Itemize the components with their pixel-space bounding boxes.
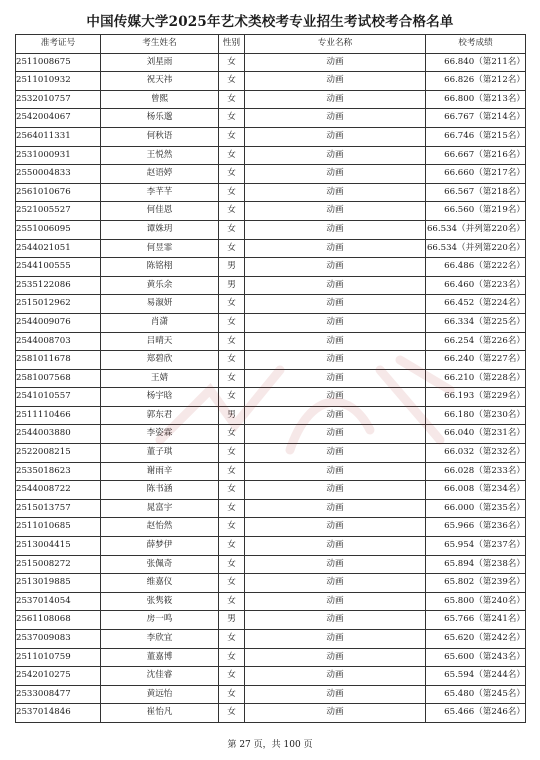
cell-student-name: 董嘉博 (101, 648, 219, 667)
table-row (16, 109, 526, 128)
cell-gender: 女 (219, 481, 245, 500)
cell-gender: 女 (219, 704, 245, 723)
cell-major: 动画 (245, 295, 426, 314)
cell-score: 66.334（第225名） (426, 313, 526, 332)
cell-gender: 女 (219, 239, 245, 258)
table-row (16, 351, 526, 370)
cell-student-name: 何佳恩 (101, 202, 219, 221)
cell-major: 动画 (245, 518, 426, 537)
cell-score: 66.180（第230名） (426, 406, 526, 425)
cell-exam-id: 2581007568 (16, 369, 101, 388)
cell-score: 66.452（第224名） (426, 295, 526, 314)
cell-student-name: 维嘉仪 (101, 574, 219, 593)
cell-student-name: 赵语婷 (101, 165, 219, 184)
cell-gender: 女 (219, 183, 245, 202)
page-title: 中国传媒大学2025年艺术类校考专业招生考试校考合格名单 (86, 14, 454, 30)
cell-gender: 女 (219, 202, 245, 221)
cell-major: 动画 (245, 127, 426, 146)
cell-student-name: 李姿霖 (101, 425, 219, 444)
cell-exam-id: 2515008272 (16, 555, 101, 574)
cell-student-name: 陈铭栩 (101, 258, 219, 277)
table-row (16, 555, 526, 574)
cell-major: 动画 (245, 369, 426, 388)
cell-student-name: 李欣宜 (101, 630, 219, 649)
cell-exam-id: 2511010932 (16, 72, 101, 91)
cell-major: 动画 (245, 648, 426, 667)
cell-major: 动画 (245, 592, 426, 611)
cell-major: 动画 (245, 313, 426, 332)
cell-gender: 男 (219, 276, 245, 295)
cell-score: 66.032（第232名） (426, 444, 526, 463)
cell-gender: 女 (219, 146, 245, 165)
table-row (16, 295, 526, 314)
table-body (16, 53, 526, 722)
cell-score: 66.840（第211名） (426, 53, 526, 72)
cell-student-name: 黄远怡 (101, 685, 219, 704)
cell-major: 动画 (245, 332, 426, 351)
cell-score: 65.480（第245名） (426, 685, 526, 704)
cell-student-name: 沈佳睿 (101, 667, 219, 686)
header-exam-id: 准考证号 (16, 35, 101, 54)
cell-major: 动画 (245, 183, 426, 202)
table-row (16, 685, 526, 704)
cell-gender: 女 (219, 220, 245, 239)
cell-major: 动画 (245, 406, 426, 425)
cell-score: 66.000（第235名） (426, 499, 526, 518)
cell-major: 动画 (245, 239, 426, 258)
cell-score: 66.746（第215名） (426, 127, 526, 146)
cell-score: 65.466（第246名） (426, 704, 526, 723)
cell-student-name: 杨宇晗 (101, 388, 219, 407)
cell-major: 动画 (245, 202, 426, 221)
cell-gender: 女 (219, 555, 245, 574)
table-row (16, 444, 526, 463)
table-row (16, 611, 526, 630)
cell-exam-id: 2532010757 (16, 90, 101, 109)
cell-exam-id: 2551006095 (16, 220, 101, 239)
cell-score: 66.534（并列第220名） (426, 220, 526, 239)
cell-exam-id: 2537014054 (16, 592, 101, 611)
header-major: 专业名称 (245, 35, 426, 54)
cell-exam-id: 2515013757 (16, 499, 101, 518)
cell-gender: 女 (219, 499, 245, 518)
cell-score: 66.660（第217名） (426, 165, 526, 184)
cell-student-name: 郑碧欣 (101, 351, 219, 370)
cell-student-name: 易溆妍 (101, 295, 219, 314)
cell-student-name: 祝天祎 (101, 72, 219, 91)
cell-gender: 男 (219, 406, 245, 425)
cell-gender: 女 (219, 165, 245, 184)
table-row (16, 313, 526, 332)
cell-exam-id: 2511110466 (16, 406, 101, 425)
cell-gender: 女 (219, 388, 245, 407)
cell-student-name: 陈书涵 (101, 481, 219, 500)
table-row (16, 90, 526, 109)
cell-gender: 女 (219, 425, 245, 444)
cell-exam-id: 2541010557 (16, 388, 101, 407)
table-row (16, 537, 526, 556)
table-row (16, 53, 526, 72)
cell-exam-id: 2511010685 (16, 518, 101, 537)
cell-exam-id: 2533008477 (16, 685, 101, 704)
cell-exam-id: 2511008675 (16, 53, 101, 72)
cell-student-name: 谢雨辛 (101, 462, 219, 481)
cell-gender: 男 (219, 258, 245, 277)
cell-score: 66.040（第231名） (426, 425, 526, 444)
cell-score: 66.800（第213名） (426, 90, 526, 109)
table-row (16, 72, 526, 91)
cell-major: 动画 (245, 574, 426, 593)
cell-score: 66.008（第234名） (426, 481, 526, 500)
cell-gender: 女 (219, 592, 245, 611)
cell-major: 动画 (245, 351, 426, 370)
table-row (16, 648, 526, 667)
cell-gender: 女 (219, 648, 245, 667)
cell-score: 66.534（并列第220名） (426, 239, 526, 258)
cell-exam-id: 2550004833 (16, 165, 101, 184)
cell-major: 动画 (245, 611, 426, 630)
cell-gender: 女 (219, 332, 245, 351)
cell-score: 66.460（第223名） (426, 276, 526, 295)
cell-gender: 女 (219, 630, 245, 649)
cell-score: 65.600（第243名） (426, 648, 526, 667)
table-row (16, 220, 526, 239)
cell-major: 动画 (245, 388, 426, 407)
cell-major: 动画 (245, 165, 426, 184)
cell-major: 动画 (245, 462, 426, 481)
header-student-name: 考生姓名 (101, 35, 219, 54)
table-row (16, 574, 526, 593)
cell-student-name: 张佩奇 (101, 555, 219, 574)
cell-gender: 女 (219, 109, 245, 128)
cell-gender: 女 (219, 90, 245, 109)
cell-student-name: 杨乐邈 (101, 109, 219, 128)
cell-major: 动画 (245, 537, 426, 556)
table-row (16, 704, 526, 723)
cell-gender: 女 (219, 127, 245, 146)
table-row (16, 202, 526, 221)
cell-gender: 女 (219, 72, 245, 91)
table-row (16, 592, 526, 611)
cell-student-name: 薛梦伊 (101, 537, 219, 556)
cell-gender: 女 (219, 462, 245, 481)
cell-student-name: 刘星雨 (101, 53, 219, 72)
cell-exam-id: 2564011331 (16, 127, 101, 146)
cell-score: 66.667（第216名） (426, 146, 526, 165)
cell-gender: 女 (219, 313, 245, 332)
cell-gender: 女 (219, 351, 245, 370)
cell-major: 动画 (245, 72, 426, 91)
cell-student-name: 晁富宇 (101, 499, 219, 518)
table-row (16, 276, 526, 295)
table-row (16, 630, 526, 649)
cell-score: 66.767（第214名） (426, 109, 526, 128)
page-footer: 第 27 页，共 100 页 (227, 740, 313, 750)
cell-major: 动画 (245, 667, 426, 686)
cell-student-name: 何秋语 (101, 127, 219, 146)
cell-exam-id: 2544008722 (16, 481, 101, 500)
header-score: 校考成绩 (426, 35, 526, 54)
cell-student-name: 谭姝玥 (101, 220, 219, 239)
table-row (16, 499, 526, 518)
cell-student-name: 王悦然 (101, 146, 219, 165)
cell-score: 66.240（第227名） (426, 351, 526, 370)
cell-score: 66.210（第228名） (426, 369, 526, 388)
cell-student-name: 肖潇 (101, 313, 219, 332)
table-row (16, 332, 526, 351)
cell-exam-id: 2522008215 (16, 444, 101, 463)
table-row (16, 239, 526, 258)
cell-student-name: 张隽筱 (101, 592, 219, 611)
cell-major: 动画 (245, 481, 426, 500)
header-gender: 性别 (219, 35, 245, 54)
cell-score: 65.954（第237名） (426, 537, 526, 556)
results-table (15, 34, 526, 723)
cell-student-name: 何昱霏 (101, 239, 219, 258)
cell-gender: 女 (219, 667, 245, 686)
cell-score: 66.567（第218名） (426, 183, 526, 202)
cell-major: 动画 (245, 704, 426, 723)
cell-exam-id: 2513019885 (16, 574, 101, 593)
cell-exam-id: 2531000931 (16, 146, 101, 165)
cell-exam-id: 2544021051 (16, 239, 101, 258)
table-row (16, 165, 526, 184)
cell-exam-id: 2561010676 (16, 183, 101, 202)
cell-exam-id: 2535018623 (16, 462, 101, 481)
cell-student-name: 李芊芊 (101, 183, 219, 202)
cell-major: 动画 (245, 630, 426, 649)
cell-major: 动画 (245, 425, 426, 444)
cell-major: 动画 (245, 276, 426, 295)
cell-student-name: 崔怡凡 (101, 704, 219, 723)
table-row (16, 481, 526, 500)
cell-exam-id: 2544003880 (16, 425, 101, 444)
cell-student-name: 董子琪 (101, 444, 219, 463)
cell-gender: 女 (219, 537, 245, 556)
cell-exam-id: 2537009083 (16, 630, 101, 649)
cell-exam-id: 2544008703 (16, 332, 101, 351)
cell-score: 66.560（第219名） (426, 202, 526, 221)
table-row (16, 518, 526, 537)
table-row (16, 127, 526, 146)
cell-major: 动画 (245, 499, 426, 518)
cell-gender: 女 (219, 53, 245, 72)
cell-score: 65.620（第242名） (426, 630, 526, 649)
cell-exam-id: 2537014846 (16, 704, 101, 723)
cell-score: 66.028（第233名） (426, 462, 526, 481)
cell-gender: 女 (219, 444, 245, 463)
table-row (16, 425, 526, 444)
table-row (16, 667, 526, 686)
cell-major: 动画 (245, 220, 426, 239)
table-row (16, 146, 526, 165)
cell-student-name: 曾熙 (101, 90, 219, 109)
table-row (16, 388, 526, 407)
cell-student-name: 吕晴天 (101, 332, 219, 351)
table-row (16, 369, 526, 388)
cell-score: 65.594（第244名） (426, 667, 526, 686)
cell-gender: 女 (219, 518, 245, 537)
cell-exam-id: 2535122086 (16, 276, 101, 295)
cell-gender: 女 (219, 295, 245, 314)
cell-score: 65.894（第238名） (426, 555, 526, 574)
cell-exam-id: 2544009076 (16, 313, 101, 332)
cell-score: 66.826（第212名） (426, 72, 526, 91)
cell-major: 动画 (245, 90, 426, 109)
cell-score: 65.966（第236名） (426, 518, 526, 537)
cell-gender: 女 (219, 685, 245, 704)
table-header-row (16, 35, 526, 54)
cell-major: 动画 (245, 258, 426, 277)
cell-exam-id: 2542010275 (16, 667, 101, 686)
cell-exam-id: 2521005527 (16, 202, 101, 221)
cell-exam-id: 2515012962 (16, 295, 101, 314)
cell-major: 动画 (245, 555, 426, 574)
cell-student-name: 房一鸣 (101, 611, 219, 630)
table-row (16, 183, 526, 202)
cell-score: 65.802（第239名） (426, 574, 526, 593)
cell-score: 65.766（第241名） (426, 611, 526, 630)
cell-score: 66.193（第229名） (426, 388, 526, 407)
cell-score: 65.800（第240名） (426, 592, 526, 611)
cell-major: 动画 (245, 146, 426, 165)
cell-score: 66.486（第222名） (426, 258, 526, 277)
cell-score: 66.254（第226名） (426, 332, 526, 351)
table-row (16, 406, 526, 425)
table-row (16, 462, 526, 481)
cell-major: 动画 (245, 109, 426, 128)
cell-exam-id: 2511010759 (16, 648, 101, 667)
cell-exam-id: 2542004067 (16, 109, 101, 128)
cell-exam-id: 2513004415 (16, 537, 101, 556)
cell-gender: 女 (219, 369, 245, 388)
cell-major: 动画 (245, 444, 426, 463)
cell-gender: 女 (219, 574, 245, 593)
cell-exam-id: 2581011678 (16, 351, 101, 370)
cell-student-name: 郭东君 (101, 406, 219, 425)
cell-exam-id: 2561108068 (16, 611, 101, 630)
cell-student-name: 赵怡然 (101, 518, 219, 537)
table-row (16, 258, 526, 277)
cell-student-name: 王婧 (101, 369, 219, 388)
cell-student-name: 黄乐余 (101, 276, 219, 295)
cell-major: 动画 (245, 53, 426, 72)
cell-major: 动画 (245, 685, 426, 704)
cell-exam-id: 2544100555 (16, 258, 101, 277)
cell-gender: 男 (219, 611, 245, 630)
